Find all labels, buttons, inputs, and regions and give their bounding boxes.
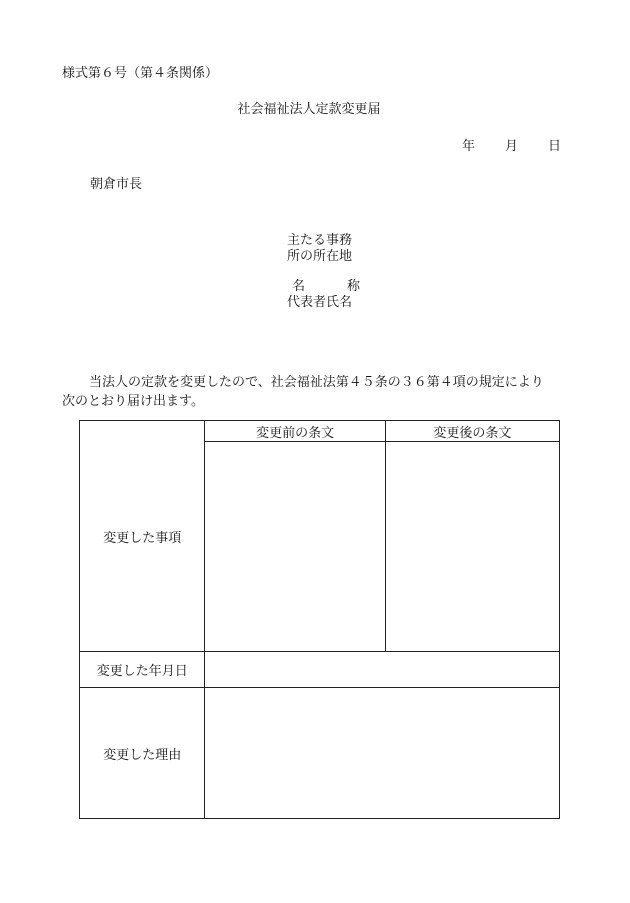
change-date-field[interactable] <box>205 652 560 688</box>
date-day-label: 日 <box>548 139 562 154</box>
change-reason-field[interactable] <box>205 688 560 819</box>
date-month-label: 月 <box>505 139 519 154</box>
change-date-label: 変更した年月日 <box>80 652 205 688</box>
after-article-header: 変更後の条文 <box>385 421 559 442</box>
change-form-table <box>79 420 560 819</box>
after-article-field[interactable] <box>385 442 559 652</box>
addressee: 朝倉市長 <box>90 177 143 192</box>
table-header-row <box>80 421 560 442</box>
notice-body-line2: 次のとおり届け出ます。 <box>62 394 204 409</box>
change-date-row <box>80 652 560 688</box>
office-address-label-line1: 主たる事務 <box>287 233 353 248</box>
date-year-label: 年 <box>462 139 476 154</box>
name-label-char1: 名 <box>292 279 306 294</box>
changed-item-label: 変更した事項 <box>80 421 205 652</box>
name-label-char2: 称 <box>346 279 360 294</box>
change-reason-row <box>80 688 560 819</box>
form-number: 様式第６号（第４条関係） <box>62 66 219 81</box>
notice-body-line1: 当法人の定款を変更したので、社会福祉法第４５条の３６第４項の規定により <box>89 375 544 390</box>
document-title: 社会福祉法人定款変更届 <box>237 102 381 117</box>
before-article-header: 変更前の条文 <box>205 421 385 442</box>
change-reason-label: 変更した理由 <box>80 688 205 819</box>
office-address-label-line2: 所の所在地 <box>287 249 353 264</box>
applicant-block <box>287 233 360 311</box>
date-line <box>462 139 561 155</box>
representative-label: 代表者氏名 <box>287 295 353 310</box>
name-label <box>287 279 360 295</box>
before-article-field[interactable] <box>205 442 385 652</box>
notice-body <box>62 373 562 411</box>
